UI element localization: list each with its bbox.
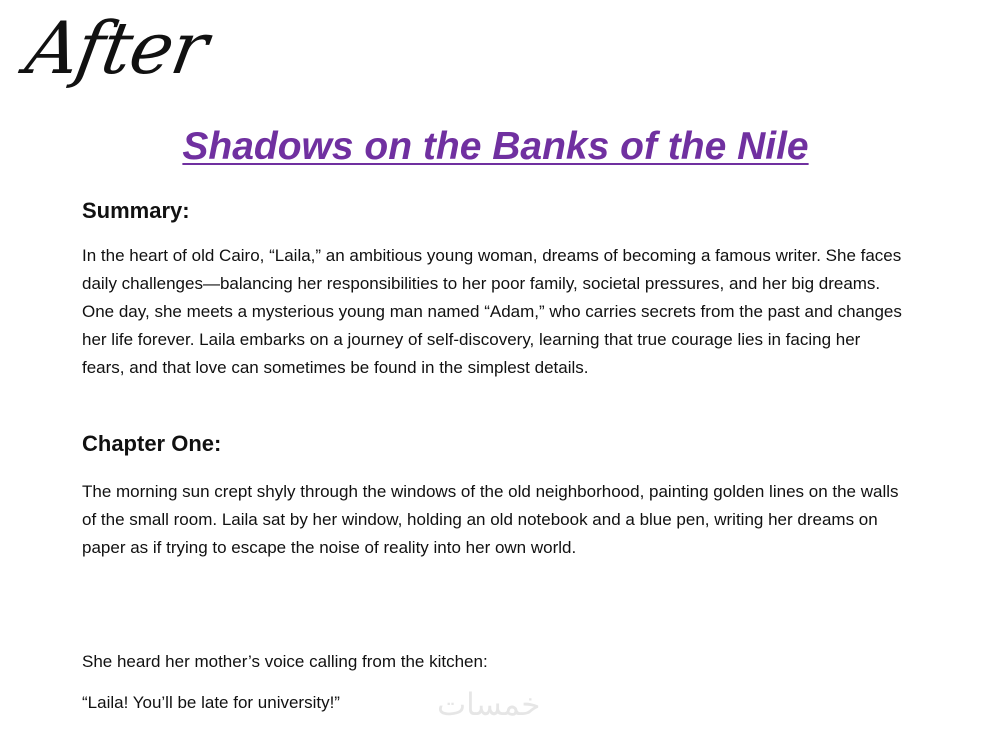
dialogue-line: “Laila! You’ll be late for university!”: [82, 693, 340, 712]
summary-heading: Summary:: [82, 198, 190, 223]
document-title: Shadows on the Banks of the Nile: [182, 125, 809, 168]
after-label: After: [20, 6, 214, 90]
chapter-one-heading: Chapter One:: [82, 431, 222, 456]
mother-call-line: She heard her mother’s voice calling from the kitchen:: [82, 652, 488, 671]
summary-paragraph: In the heart of old Cairo, “Laila,” an ambitious young woman, dreams of becoming a famous writer. She faces daily challenges—balancing her responsibilities to her poor family, societal pressures, and her big dreams. One day, she meets a mysterious young man named “Adam,” who carries secrets from the past and changes her life forever. Laila embarks on a journey of self-discovery, learning that true courage lies in facing her fears, and that love can sometimes be found in the simplest details.: [82, 246, 902, 377]
watermark-logo: خمسات: [437, 687, 541, 723]
chapter-one-paragraph: The morning sun crept shyly through the windows of the old neighborhood, painting golden lines on the walls of the small room. Laila sat by her window, holding an old notebook and a blue pen, writing her dreams on paper as if trying to escape the noise of reality into her own world.: [82, 482, 899, 557]
